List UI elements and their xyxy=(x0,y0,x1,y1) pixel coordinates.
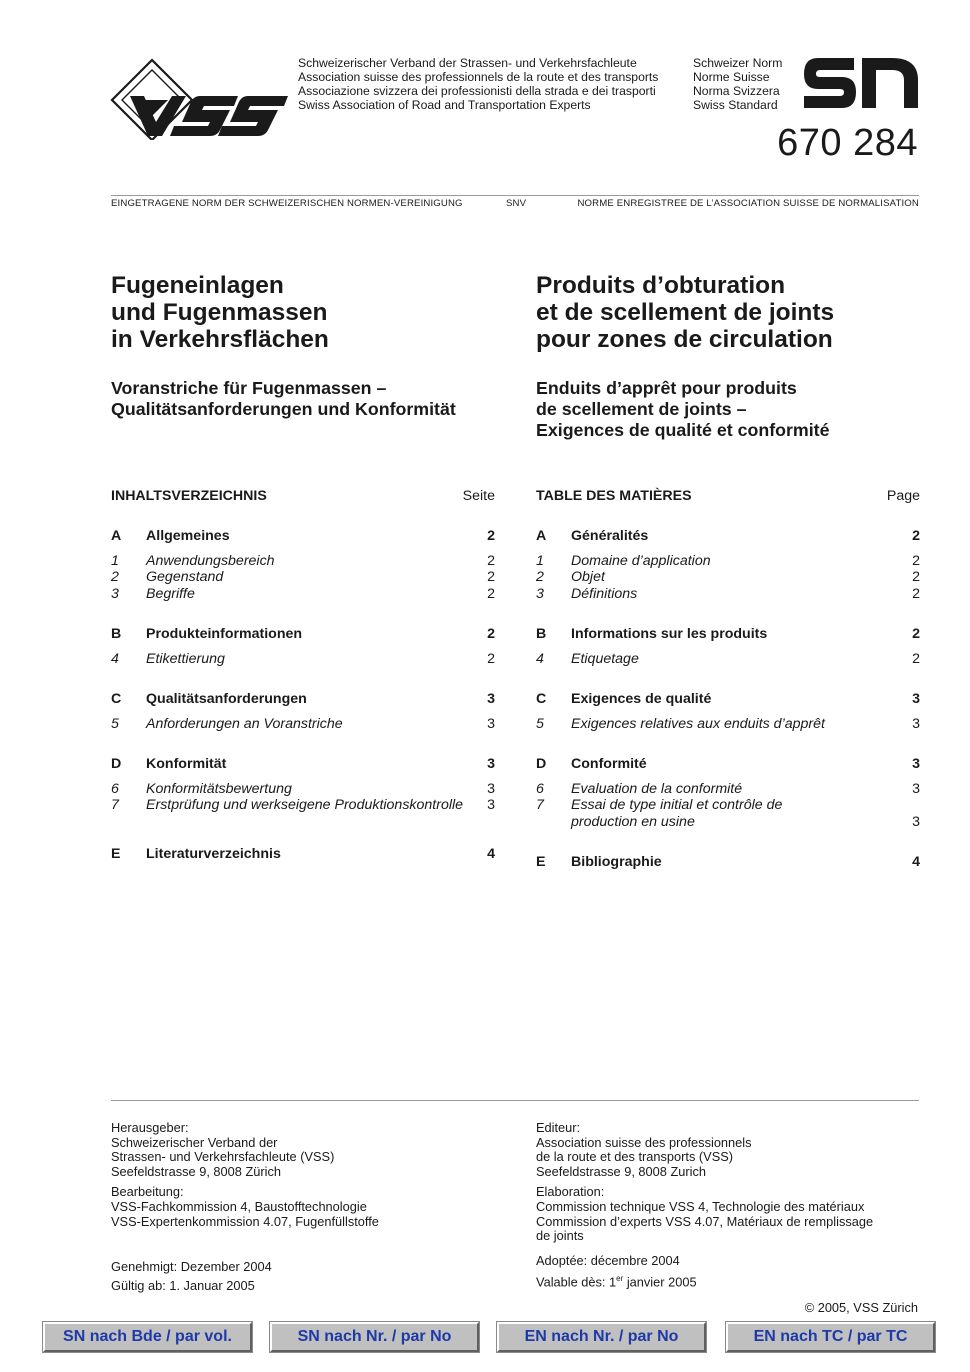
norm-name: Schweizer Norm xyxy=(693,56,783,70)
item-title: Konformitätsbewertung xyxy=(146,780,292,797)
publisher-label: Herausgeber: xyxy=(111,1120,189,1135)
toc-heading: TABLE DES MATIÈRES xyxy=(536,488,692,504)
norm-name: Norma Svizzera xyxy=(693,84,780,98)
title-line: und Fugenmassen xyxy=(111,299,328,326)
toc-de xyxy=(111,488,495,886)
item-number: 2 xyxy=(111,569,119,585)
toc-item xyxy=(536,553,920,570)
section-title: Exigences de qualité xyxy=(571,691,712,707)
norm-name: Norme Suisse xyxy=(693,70,770,84)
section-letter: B xyxy=(111,626,122,642)
item-title: Evaluation de la conformité xyxy=(571,780,743,797)
toc-item xyxy=(111,586,495,603)
item-page: 3 xyxy=(912,813,920,830)
item-number: 6 xyxy=(536,780,544,797)
item-number: 5 xyxy=(111,715,119,732)
publisher-block xyxy=(111,1121,481,1179)
toc-section-row xyxy=(536,854,920,871)
title-line: Fugeneinlagen xyxy=(111,272,284,299)
item-page: 3 xyxy=(487,715,495,732)
item-page: 3 xyxy=(912,780,920,797)
association-line: Schweizerischer Verband der Strassen- und Verkehrsfachleute xyxy=(298,56,637,70)
item-page: 2 xyxy=(487,569,495,585)
subtitle-line: Voranstriche für Fugenmassen – xyxy=(111,378,387,398)
en-by-tc-button[interactable]: EN nach TC / par TC xyxy=(726,1322,935,1352)
section-letter: D xyxy=(536,756,547,772)
item-page: 2 xyxy=(912,585,920,602)
editing-line: de joints xyxy=(536,1228,584,1244)
toc-section xyxy=(111,756,495,814)
item-number: 6 xyxy=(111,780,119,797)
toc-section xyxy=(111,626,495,667)
toc-heading: INHALTSVERZEICHNIS xyxy=(111,488,267,504)
toc-header xyxy=(536,488,920,504)
toc-section xyxy=(536,626,920,667)
item-number: 7 xyxy=(536,797,544,813)
item-title: Objet xyxy=(571,569,605,585)
approved-date: Adoptée: décembre 2004 xyxy=(536,1252,680,1268)
item-title: Etiquetage xyxy=(571,650,639,667)
title-de xyxy=(111,272,329,353)
standard-number: 670 284 xyxy=(777,122,918,164)
toc-section-row xyxy=(111,846,495,863)
toc-section-row xyxy=(111,626,495,643)
association-line: Swiss Association of Road and Transportation Experts xyxy=(298,98,591,112)
section-page: 3 xyxy=(912,691,920,707)
association-line: Associazione svizzera dei professionisti della strada e dei trasporti xyxy=(298,84,656,98)
editing-line: Commission d’experts VSS 4.07, Matériaux de remplissage xyxy=(536,1213,874,1229)
toc-section xyxy=(536,691,920,732)
section-letter: A xyxy=(536,528,547,544)
vss-logo xyxy=(110,58,290,140)
editing-line: VSS-Expertenkommission 4.07, Fugenfüllstoffe xyxy=(111,1213,379,1229)
toc-fr xyxy=(536,488,920,895)
toc-item xyxy=(111,797,495,814)
toc-section-row xyxy=(111,756,495,773)
subtitle-line: de scellement de joints – xyxy=(536,399,747,419)
item-title: Domaine d’application xyxy=(571,552,711,569)
valid-prefix: Valable dès: 1 xyxy=(536,1274,617,1290)
norm-names xyxy=(693,56,782,112)
title-fr xyxy=(536,272,834,353)
publisher-line: Seefeldstrasse 9, 8008 Zurich xyxy=(536,1163,707,1179)
subtitle-de xyxy=(111,378,456,420)
toc-section-row xyxy=(536,626,920,643)
toc-item xyxy=(536,586,920,603)
valid-suffix: janvier 2005 xyxy=(623,1274,697,1290)
section-title: Allgemeines xyxy=(146,528,230,544)
toc-page-label: Page xyxy=(886,488,920,504)
registered-norm-fr: NORME ENREGISTREE DE L’ASSOCIATION SUISSE DE NORMALISATION xyxy=(577,198,919,209)
association-line: Association suisse des professionnels de la route et des transports xyxy=(298,70,659,84)
section-page: 3 xyxy=(912,756,920,772)
section-title: Qualitätsanforderungen xyxy=(146,691,307,707)
item-title: Etikettierung xyxy=(146,650,225,667)
en-by-number-button[interactable]: EN nach Nr. / par No xyxy=(497,1322,706,1352)
item-number: 5 xyxy=(536,715,544,732)
toc-item xyxy=(536,716,920,733)
registered-norm-abbr: SNV xyxy=(506,198,527,209)
toc-section xyxy=(111,691,495,732)
item-page: 3 xyxy=(487,797,495,813)
subtitle-line: Exigences de qualité et conformité xyxy=(536,420,830,440)
section-letter: A xyxy=(111,528,122,544)
toc-item xyxy=(536,651,920,668)
item-page: 3 xyxy=(912,715,920,732)
copyright: © 2005, VSS Zürich xyxy=(804,1300,918,1315)
section-page: 2 xyxy=(912,528,920,544)
title-line: in Verkehrsflächen xyxy=(111,326,329,353)
section-page: 2 xyxy=(912,626,920,642)
editing-line: VSS-Fachkommission 4, Baustofftechnologie xyxy=(111,1198,367,1214)
section-page: 2 xyxy=(487,626,495,642)
section-page: 3 xyxy=(487,756,495,772)
toc-page-label: Seite xyxy=(462,488,495,504)
title-line: Produits d’obturation xyxy=(536,272,786,299)
toc-item xyxy=(111,716,495,733)
toc-section-row xyxy=(536,691,920,708)
item-title: Erstprüfung und werkseigene Produktionskontrolle xyxy=(146,797,464,813)
item-title: Essai de type initial et contrôle de production en usine xyxy=(571,797,783,830)
toc-header xyxy=(111,488,495,504)
item-number: 3 xyxy=(111,585,119,602)
toc-section xyxy=(111,846,495,863)
valid-superscript: er xyxy=(616,1274,624,1284)
section-title: Konformität xyxy=(146,756,227,772)
publisher-label: Editeur: xyxy=(536,1120,581,1135)
toc-section-row xyxy=(111,528,495,545)
publisher-line: Schweizerischer Verband der xyxy=(111,1134,278,1150)
registered-norm-de: EINGETRAGENE NORM DER SCHWEIZERISCHEN NORMEN-VEREINIGUNG xyxy=(111,198,463,209)
valid-from: Gültig ab: 1. Januar 2005 xyxy=(111,1277,255,1293)
editing-label: Bearbeitung: xyxy=(111,1184,184,1200)
publisher-line: Strassen- und Verkehrsfachleute (VSS) xyxy=(111,1149,335,1165)
toc-item xyxy=(111,553,495,570)
toc-section xyxy=(536,854,920,871)
title-line: et de scellement de joints xyxy=(536,299,835,326)
section-letter: E xyxy=(111,845,121,862)
section-title: Produkteinformationen xyxy=(146,626,303,642)
subtitle-fr xyxy=(536,378,829,441)
subtitle-line: Enduits d’apprêt pour produits xyxy=(536,378,797,398)
publisher-block xyxy=(536,1121,906,1179)
section-page: 3 xyxy=(487,691,495,707)
sn-by-number-button[interactable]: SN nach Nr. / par No xyxy=(270,1322,479,1352)
section-title: Conformité xyxy=(571,756,647,772)
item-page: 2 xyxy=(912,552,920,569)
item-number: 1 xyxy=(111,552,119,569)
publisher-line: de la route et des transports (VSS) xyxy=(536,1149,734,1165)
valid-from xyxy=(536,1272,906,1290)
item-page: 2 xyxy=(912,569,920,585)
title-line: pour zones de circulation xyxy=(536,326,833,353)
toc-section-row xyxy=(111,691,495,708)
toc-item xyxy=(111,781,495,798)
item-title: Anforderungen an Voranstriche xyxy=(146,715,343,732)
item-page: 2 xyxy=(487,585,495,602)
item-title: Anwendungsbereich xyxy=(146,552,275,569)
editing-line: Commission technique VSS 4, Technologie des matériaux xyxy=(536,1198,865,1214)
toc-section-row xyxy=(536,528,920,545)
section-letter: C xyxy=(536,691,547,707)
publisher-line: Association suisse des professionnels xyxy=(536,1134,752,1150)
section-letter: C xyxy=(111,691,122,707)
editing-block xyxy=(536,1185,906,1243)
item-number: 1 xyxy=(536,552,544,569)
section-page: 2 xyxy=(487,528,495,544)
section-title: Literaturverzeichnis xyxy=(146,845,281,862)
imprint-de xyxy=(111,1121,481,1293)
editing-block xyxy=(111,1185,481,1229)
section-page: 4 xyxy=(912,854,920,870)
item-page: 3 xyxy=(487,780,495,797)
item-title: Définitions xyxy=(571,585,638,602)
section-title: Bibliographie xyxy=(571,854,662,870)
section-title: Généralités xyxy=(571,528,649,544)
toc-section xyxy=(536,756,920,830)
toc-section xyxy=(111,528,495,602)
item-number: 4 xyxy=(111,650,119,667)
item-title: Exigences relatives aux enduits d’apprêt xyxy=(571,715,825,732)
toc-item xyxy=(536,797,920,830)
section-letter: B xyxy=(536,626,547,642)
publisher-line: Seefeldstrasse 9, 8008 Zürich xyxy=(111,1163,282,1179)
item-page: 2 xyxy=(487,650,495,667)
item-title: Gegenstand xyxy=(146,569,224,585)
norm-name: Swiss Standard xyxy=(693,98,778,112)
toc-item xyxy=(536,569,920,586)
section-letter: D xyxy=(111,756,122,772)
item-title: Begriffe xyxy=(146,585,195,602)
item-number: 3 xyxy=(536,585,544,602)
approved-date: Genehmigt: Dezember 2004 xyxy=(111,1259,272,1275)
editing-label: Elaboration: xyxy=(536,1184,605,1200)
association-names xyxy=(298,56,658,112)
header-divider xyxy=(111,195,919,196)
toc-section xyxy=(536,528,920,602)
section-page: 4 xyxy=(487,845,495,862)
imprint-fr xyxy=(536,1121,906,1290)
item-number: 7 xyxy=(111,797,119,813)
item-number: 4 xyxy=(536,650,544,667)
sn-by-volume-button[interactable]: SN nach Bde / par vol. xyxy=(43,1322,252,1352)
item-page: 2 xyxy=(912,650,920,667)
footer-divider xyxy=(111,1100,919,1101)
toc-section-row xyxy=(536,756,920,773)
item-number: 2 xyxy=(536,569,544,585)
toc-item xyxy=(111,651,495,668)
toc-item xyxy=(536,781,920,798)
section-title: Informations sur les produits xyxy=(571,626,768,642)
subtitle-line: Qualitätsanforderungen und Konformität xyxy=(111,399,456,419)
toc-item xyxy=(111,569,495,586)
item-page: 2 xyxy=(487,552,495,569)
section-letter: E xyxy=(536,854,546,870)
sn-logo xyxy=(804,58,918,108)
